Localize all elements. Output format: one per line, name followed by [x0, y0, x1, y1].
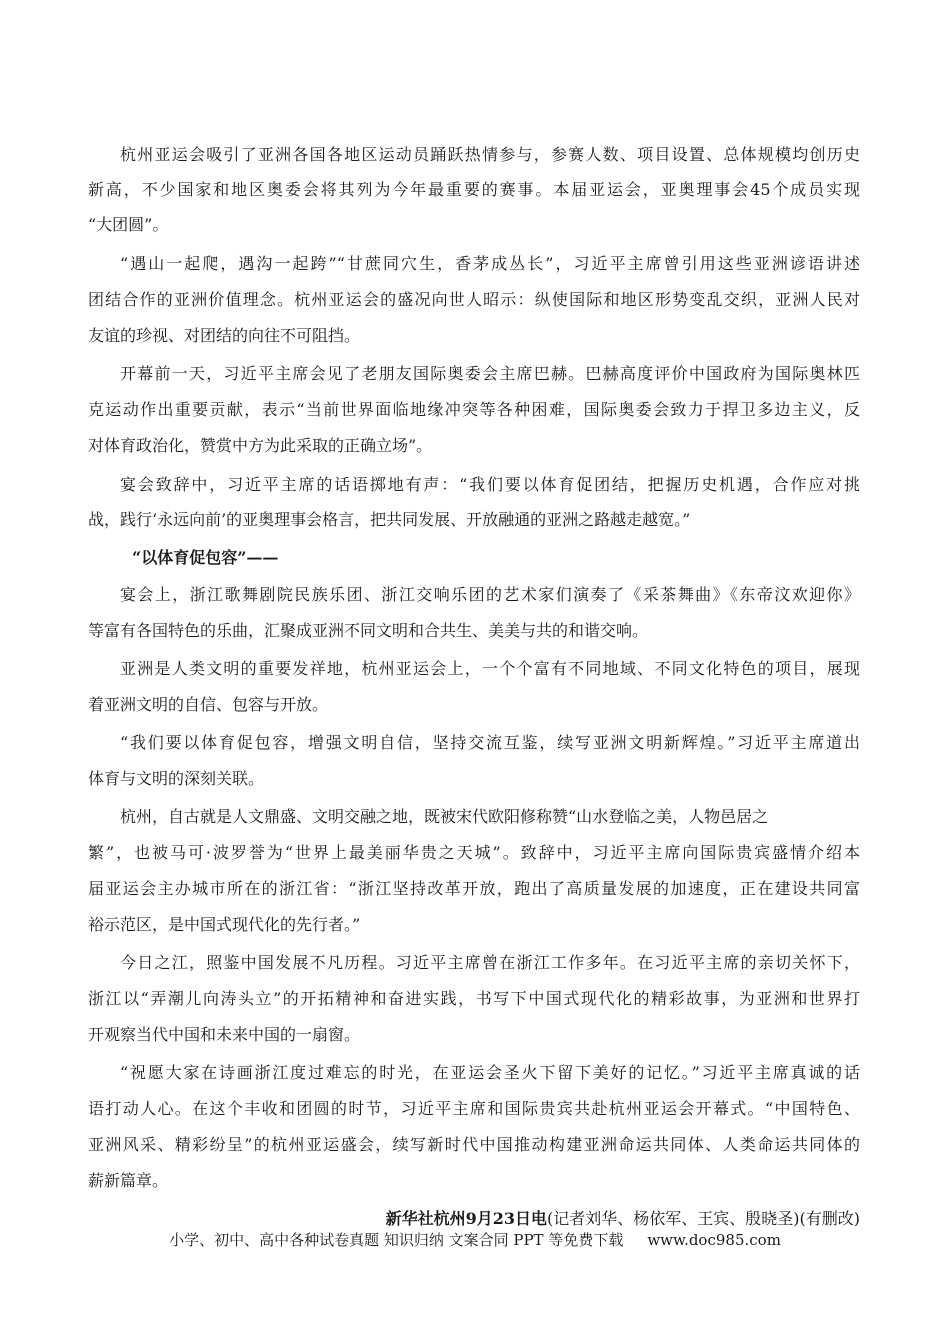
text-line: 开幕前一天，习近平主席会见了老朋友国际奥委会主席巴赫。巴赫高度评价中国政府为国际奥林匹	[120, 364, 860, 383]
text-line: 着亚洲文明的自信、包容与开放。	[88, 695, 329, 714]
footer-text: 小学、初中、高中各种试卷真题 知识归纳 文案合同 PPT 等免费下载	[169, 1231, 624, 1249]
text-line: 团结合作的亚洲价值理念。杭州亚运会的盛况向世人昭示：纵使国际和地区形势变乱交织，亚洲人民对	[88, 290, 860, 309]
page-footer	[0, 1228, 950, 1252]
text-line: 亚洲是人类文明的重要发祥地，杭州亚运会上，一个个富有不同地域、不同文化特色的项目，展现	[120, 659, 860, 678]
text-line: 克运动作出重要贡献，表示“当前世界面临地缘冲突等各种困难，国际奥委会致力于捍卫多边主义，反	[88, 400, 860, 419]
text-line: 宴会上，浙江歌舞剧院民族乐团、浙江交响乐团的艺术家们演奏了《采茶舞曲》《东帝汶欢迎你》	[120, 585, 860, 604]
byline-reporters: (记者刘华、杨依军、王宾、殷晓圣)(有删改)	[547, 1209, 860, 1228]
text-line: 宴会致辞中，习近平主席的话语掷地有声：“我们要以体育促团结，把握历史机遇，合作应对挑	[120, 475, 860, 494]
text-line: “遇山一起爬，遇沟一起跨”“甘蔗同穴生，香茅成丛长”，习近平主席曾引用这些亚洲谚语讲述	[120, 254, 860, 273]
text-line: 今日之江，照鉴中国发展不凡历程。习近平主席曾在浙江工作多年。在习近平主席的亲切关怀下，	[120, 953, 860, 972]
text-line: 等富有各国特色的乐曲，汇聚成亚洲不同文明和合共生、美美与共的和谐交响。	[88, 621, 649, 640]
text-line: 浙江以“弄潮儿向涛头立”的开拓精神和奋进实践，书写下中国式现代化的精彩故事，为亚洲和世界打	[88, 989, 860, 1008]
text-line: 新高，不少国家和地区奥委会将其列为今年最重要的赛事。本届亚运会，亚奥理事会45个成员实现	[88, 180, 860, 199]
text-line: 杭州，自古就是人文鼎盛、文明交融之地，既被宋代欧阳修称赞“山水登临之美，人物邑居之	[120, 807, 769, 826]
text-line: 战，践行‘永远向前’的亚奥理事会格言，把共同发展、开放融通的亚洲之路越走越宽。”	[88, 510, 691, 529]
text-line: 杭州亚运会吸引了亚洲各国各地区运动员踊跃热情参与，参赛人数、项目设置、总体规模均创历史	[120, 145, 860, 164]
text-line: 对体育政治化，赞赏中方为此采取的正确立场”。	[88, 436, 433, 455]
section-heading: “以体育促包容”——	[132, 548, 279, 567]
text-line: 裕示范区，是中国式现代化的先行者。”	[88, 915, 361, 934]
text-line: 薪新篇章。	[88, 1171, 169, 1190]
footer-url: www.doc985.com	[647, 1231, 781, 1249]
text-line: “我们要以体育促包容，增强文明自信，坚持交流互鉴，续写亚洲文明新辉煌。”习近平主席道出	[120, 733, 860, 752]
text-line: 友谊的珍视、对团结的向往不可阻挡。	[88, 326, 361, 345]
text-line: 繁”，也被马可·波罗誉为“世界上最美丽华贵之天城”。致辞中，习近平主席向国际贵宾盛情介绍本	[88, 843, 860, 862]
text-line: 体育与文明的深刻关联。	[88, 769, 265, 788]
text-line: “祝愿大家在诗画浙江度过难忘的时光，在亚运会圣火下留下美好的记忆。”习近平主席真诚的话	[120, 1063, 860, 1082]
text-line: 亚洲风采、精彩纷呈”的杭州亚运盛会，续写新时代中国推动构建亚洲命运共同体、人类命运共同体的	[88, 1135, 860, 1154]
byline-source: 新华社杭州9月23日电	[385, 1209, 548, 1228]
text-line: “大团圆”。	[88, 215, 169, 234]
text-line: 语打动人心。在这个丰收和团圆的时节，习近平主席和国际贵宾共赴杭州亚运会开幕式。“中国特色、	[88, 1099, 860, 1118]
text-line: 开观察当代中国和未来中国的一扇窗。	[88, 1025, 361, 1044]
text-line: 届亚运会主办城市所在的浙江省：“浙江坚持改革开放，跑出了高质量发展的加速度，正在建设共同富	[88, 879, 860, 898]
